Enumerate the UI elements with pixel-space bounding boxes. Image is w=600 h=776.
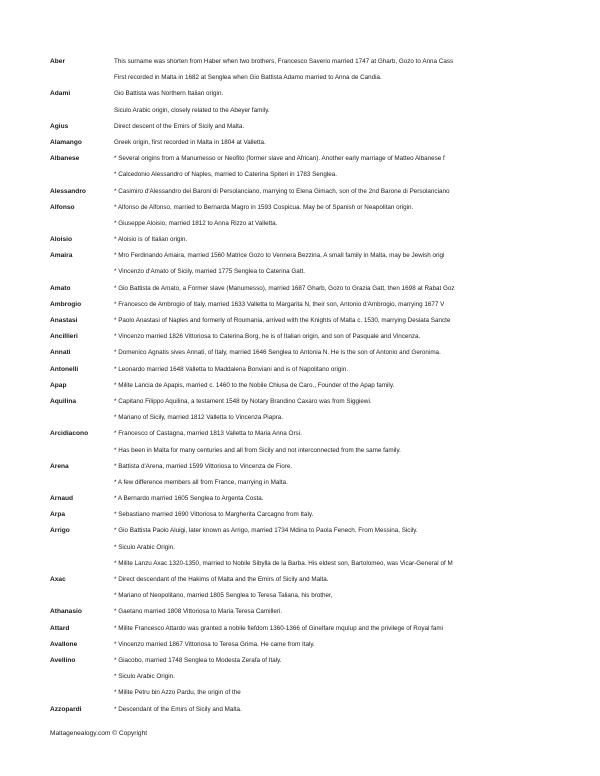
surname-entry-row <box>0 655 600 671</box>
surname-description: * Giuseppe Aloisio, married 1812 to Anna Rizzo at Valletta. <box>114 219 278 227</box>
surname-entry-row <box>0 445 600 461</box>
surname-description: * Paolo Anastasi of Naples and formerly of Roumania, arrived with the Knights of Malta c. 1530, marrying Desiata Sancte <box>114 317 451 324</box>
surname-description: * Vincenzo married 1826 Vittoriosa to Caterina Borg, he is of Italian origin, and son of Pasquale and Vincenza. <box>114 333 421 341</box>
surname-entry-row <box>0 639 600 655</box>
surname-entry-row <box>0 347 600 363</box>
surname-label: Agius <box>50 122 69 130</box>
surname-entry-row <box>0 299 600 315</box>
surname-description: * Mro Ferdinando Amaira, married 1560 Matrice Gozo to Vennera Bezzina, A small family in Malta, may be Jewish origi <box>114 252 445 260</box>
surname-entry-row <box>0 331 600 347</box>
surname-label: Azzopardi <box>50 705 82 713</box>
surname-entry-row <box>0 671 600 687</box>
surname-description: * Mariano of Neopolitano, married 1805 Senglea to Teresa Taliana, his brother, <box>114 592 333 600</box>
surname-description: * Battista d'Arena, married 1599 Vittoriosa to Vincenza de Fiore. <box>114 462 293 470</box>
surname-label: Anastasi <box>50 317 78 324</box>
surname-description: * Vincenzo married 1867 Vittoriosa to Teresa Grima. He came from Italy. <box>114 640 315 648</box>
surname-description: * Casimiro d'Alessandro dei Baroni di Persolanciano, marrying to Elena Gimach, son of the 2nd Barone di Persolanciano <box>114 187 450 195</box>
surname-entry-row <box>0 266 600 282</box>
surname-entry-row <box>0 250 600 266</box>
surname-description: * Gio Battista de Amato, a Former slave (Manumesso), married 1687 Gharb, Gozo to Grazia Gatt, then 1698 at Rabat Goz <box>114 284 455 292</box>
surname-description: * Siculo Arabic Origin. <box>114 673 175 681</box>
surname-description: * Gaetano married 1808 Vittoriosa to Maria Teresa Camilleri. <box>114 608 283 616</box>
surname-label: Aber <box>50 58 66 65</box>
surname-description: * Milite Francesco Attardo was granted a nobile fiefdom 1360-1366 of Ginelfare mqulup and the privilege of Royal fami <box>114 624 444 632</box>
surname-label: Ambrogio <box>50 300 82 308</box>
surname-entry-row <box>0 558 600 574</box>
surname-entry-row <box>0 56 600 72</box>
surname-description: * Descendant of the Emirs of Sicily and Malta. <box>114 705 242 713</box>
surname-label: Aloisio <box>50 236 72 244</box>
surname-entry-row <box>0 169 600 185</box>
surname-description: * Aloisio is of Italian origin. <box>114 236 188 244</box>
surname-description: * A Bernardo married 1605 Senglea to Argenta Costa. <box>114 495 264 503</box>
surname-entry-row <box>0 493 600 509</box>
surname-label: Albanese <box>50 155 80 163</box>
surname-entry-row <box>0 364 600 380</box>
surname-entry-row <box>0 509 600 525</box>
surname-label: Athanasio <box>50 608 82 616</box>
surname-label: Amato <box>50 284 71 292</box>
surname-description: * Sebastiano married 1690 Vittoriosa to Margherita Carcagno from Italy. <box>114 511 314 519</box>
surname-label: Arena <box>50 462 69 470</box>
surname-description: * Several origins from a Manumesso or Neofito (former slave and African). Another early marriage of Matteo Albanese f <box>114 155 445 163</box>
surname-label: Alfonso <box>50 203 75 211</box>
surname-description: * Calcedonio Alessandro of Naples, married to Caterina Spiteri in 1783 Senglea. <box>114 171 337 179</box>
surname-entry-row <box>0 218 600 234</box>
surname-description: * Direct descendant of the Hakims of Malta and the Emirs of Sicily and Malta. <box>114 576 329 583</box>
surname-label: Avallone <box>50 640 78 648</box>
surname-description: * Milite Lancia de Apapis, married c. 1460 to the Nobile Chiusa de Caro., Founder of the Apap family. <box>114 381 395 389</box>
surname-label: Arrigo <box>50 527 70 535</box>
surname-label: Annati <box>50 349 71 357</box>
surname-description: Gio Battista was Northern Italian origin. <box>114 90 224 98</box>
surname-label: Arnaud <box>50 495 74 503</box>
surname-entry-row <box>0 623 600 639</box>
surname-description: * Alfonso de Alfonso, married to Bernarda Magro in 1593 Cospicua. May be of Spanish or Neapolitan origin. <box>114 203 414 211</box>
surname-entry-row <box>0 153 600 169</box>
surname-description: * Domenico Agnatis sives Annati, of Italy, married 1646 Senglea to Antonia N. He is the son of Antonio and Geronima. <box>114 349 441 357</box>
footer-copyright: Maltagenealogy.com © Copyright <box>50 730 148 737</box>
surname-entry-row <box>0 121 600 137</box>
surname-entry-row <box>0 687 600 703</box>
surname-entry-row <box>0 72 600 88</box>
surname-description: Direct descent of the Emirs of Sicily and Malta. <box>114 122 245 130</box>
surname-entry-row <box>0 88 600 104</box>
surname-description: * Giacobo, married 1748 Senglea to Modesta Zerafa of Italy. <box>114 656 282 664</box>
surname-entry-row <box>0 428 600 444</box>
surname-entry-row <box>0 542 600 558</box>
surname-description: * Milite Petru bin Azzo Pardu, the origin of the <box>114 689 241 697</box>
surname-label: Aquilina <box>50 397 77 405</box>
surname-label: Amaira <box>50 252 73 260</box>
surname-label: Avellino <box>50 656 76 664</box>
surname-entry-row <box>0 461 600 477</box>
surname-label: Adami <box>50 90 71 98</box>
surname-entry-row <box>0 412 600 428</box>
surname-description: * Capitano Filippo Aquilina, a testament 1548 by Notary Brandino Caxaro was from Siggiewi. <box>114 397 372 405</box>
surname-entry-row <box>0 234 600 250</box>
surname-description: * A few difference members all from France, marrying in Malta. <box>114 478 288 486</box>
surname-description: * Leonardo married 1648 Valletta to Maddalena Bonviani and is of Napolitano origin. <box>114 365 349 373</box>
surname-description: Greek origin, first recorded in Malta in 1804 at Valletta. <box>114 138 266 146</box>
surname-entry-row <box>0 477 600 493</box>
surname-description: * Gio Battista Paolo Aluigi, later known as Arrigo, married 1734 Mdina to Paola Fenech. From Messina, Sicily. <box>114 527 418 535</box>
surname-entry-row <box>0 137 600 153</box>
surname-list <box>0 56 600 720</box>
surname-entry-row <box>0 315 600 331</box>
surname-description: Siculo Arabic origin, closely related to the Abeyer family. <box>114 106 270 114</box>
surname-entry-row <box>0 380 600 396</box>
surname-entry-row <box>0 704 600 720</box>
surname-entry-row <box>0 186 600 202</box>
surname-entry-row <box>0 525 600 541</box>
surname-label: Alessandro <box>50 187 86 195</box>
surname-label: Axac <box>50 576 66 583</box>
surname-entry-row <box>0 283 600 299</box>
surname-description: * Siculo Arabic Origin. <box>114 543 175 551</box>
surname-description: * Mariano of Sicily, married 1812 Valletta to Vincenza Piapra. <box>114 414 284 422</box>
surname-description: * Milite Lanzu Axac 1320-1350, married to Nobile Sibylla de la Barba. His eldest son, Bartolomeo, was Vicar-General of M <box>114 559 453 567</box>
surname-label: Ancillieri <box>50 333 78 341</box>
surname-label: Alamango <box>50 138 82 146</box>
surname-entry-row <box>0 606 600 622</box>
surname-description: First recorded in Malta in 1682 at Senglea when Gio Battista Adamo married to Anna de Candia. <box>114 74 382 82</box>
surname-entry-row <box>0 202 600 218</box>
surname-label: Apap <box>50 381 67 389</box>
surname-description: * Francesco of Castagna, married 1813 Valletta to Maria Anna Orsi. <box>114 430 302 438</box>
surname-description: * Has been in Malta for many centuries and all from Sicily and not interconnected from the same family. <box>114 446 401 454</box>
surname-entry-row <box>0 574 600 590</box>
surname-entry-row <box>0 105 600 121</box>
surname-description: This surname was shorten from Haber when two brothers, Francesco Saverio married 1747 at Gharb, Gozo to Anna Cass <box>114 58 454 65</box>
surname-entry-row <box>0 396 600 412</box>
surname-description: * Francesco de Ambrogio of Italy, married 1633 Valletta to Margarita N, their son, Antonio d'Ambrogio, marrying 1677 V <box>114 300 445 308</box>
surname-label: Arcidiacono <box>50 430 89 438</box>
surname-entry-row <box>0 590 600 606</box>
surname-label: Arpa <box>50 511 66 519</box>
surname-label: Attard <box>50 624 70 632</box>
surname-label: Antonelli <box>50 365 79 373</box>
surname-description: * Vincenzo d'Amato of Sicily, married 1775 Senglea to Caterina Gatt. <box>114 268 306 276</box>
